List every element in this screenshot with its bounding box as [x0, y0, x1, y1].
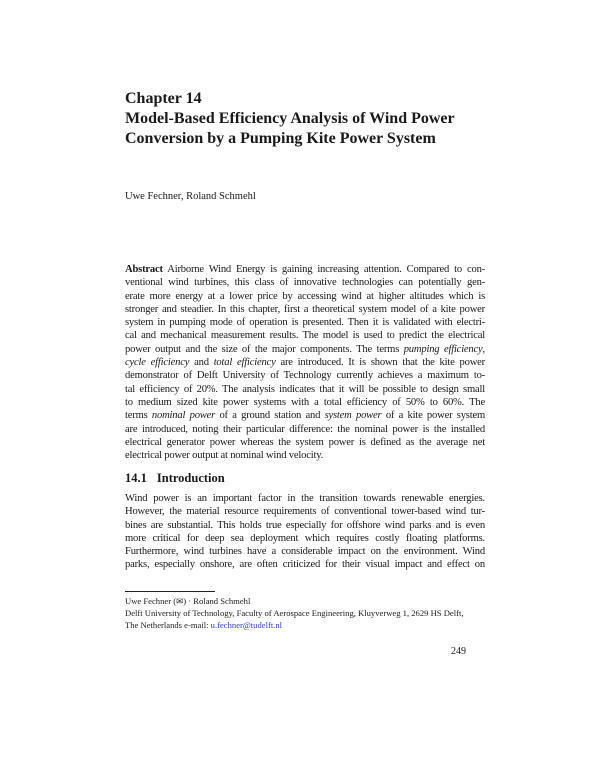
- term: cycle efficiency: [125, 357, 190, 369]
- text: ,: [482, 343, 485, 355]
- abstract-line: are introduced, noting their particular difference: the nominal power is the installed: [125, 423, 485, 435]
- footnote-affiliation: Delft University of Technology, Faculty of Aerospace Engineering, Kluyverweg 1, 2629 HS Delft,: [125, 608, 464, 618]
- body-line: Furthermore, wind turbines have a considerable impact on the environment. Wind: [125, 546, 485, 558]
- abstract-line: [125, 343, 485, 356]
- text: of a kite power system: [381, 410, 486, 422]
- chapter-number: Chapter 14: [125, 90, 202, 107]
- chapter-title: [125, 109, 565, 149]
- text: and: [189, 357, 214, 369]
- body-line: more critical for deep sea deployment which requires costly floating platforms.: [125, 532, 485, 544]
- section-number: 14.1: [125, 471, 147, 485]
- section-heading: [125, 470, 485, 486]
- body-line: parks, especially onshore, are often criticized for their visual impact and effect on: [125, 559, 485, 571]
- title-line: Conversion by a Pumping Kite Power System: [125, 130, 436, 147]
- abstract-line: cal and mechanical measurement results. The model is used to predict the electrical: [125, 330, 485, 342]
- abstract-line: ventional wind turbines, this class of innovative technologies can potentially gen-: [125, 277, 485, 289]
- body-line: However, the material resource requirements of conventional tower-based wind tur-: [125, 506, 485, 518]
- abstract-line: stronger and steadier. In this chapter, first a theoretical system model of a kite power: [125, 303, 485, 315]
- abstract-line: demonstrator of Delft University of Technology currently achieves a maximum to-: [125, 370, 485, 382]
- text: terms: [125, 410, 152, 422]
- footnote-contact: [125, 619, 545, 631]
- intro-paragraph: [125, 492, 485, 572]
- abstract-line: [125, 356, 485, 369]
- authors: Uwe Fechner, Roland Schmehl: [125, 191, 256, 202]
- term: system power: [324, 410, 382, 422]
- page-number: 249: [451, 646, 466, 657]
- abstract-line: erate more energy at a lower price by accessing wind at higher altitudes which is: [125, 290, 485, 302]
- text: power output and the size of the major components. The terms: [125, 343, 404, 355]
- section-title: Introduction: [156, 471, 225, 485]
- body-line: Wind power is an important factor in the transition towards renewable energies.: [125, 493, 485, 504]
- text: The Netherlands e-mail:: [125, 620, 211, 630]
- term: nominal power: [151, 410, 216, 422]
- term: total efficiency: [213, 357, 276, 369]
- abstract: [125, 263, 485, 462]
- abstract-line: [125, 263, 485, 276]
- abstract-line: electrical power output at nominal wind velocity.: [125, 450, 324, 462]
- abstract-line: tal efficiency of 20%. The analysis indicates that it will be possible to design small: [125, 383, 485, 395]
- body-line: bines are substantial. This holds true especially for offshore wind parks and is even: [125, 519, 485, 531]
- footnote: [125, 595, 545, 631]
- text: Airborne Wind Energy is gaining increasing attention. Compared to con-: [162, 264, 485, 275]
- email-link[interactable]: u.fechner@tudelft.nl: [210, 620, 283, 630]
- term: pumping efficiency: [403, 343, 483, 355]
- abstract-line: system in pumping mode of operation is presented. Then it is validated with electri-: [125, 317, 485, 329]
- footnote-authors: Uwe Fechner (✉) · Roland Schmehl: [125, 596, 251, 606]
- abstract-label: Abstract: [125, 264, 163, 275]
- abstract-line: [125, 409, 485, 422]
- abstract-line: to medium sized kite power systems with a total efficiency of 50% to 60%. The: [125, 396, 485, 408]
- title-line: Model-Based Efficiency Analysis of Wind Power: [125, 110, 455, 127]
- text: are introduced. It is shown that the kite power: [275, 357, 486, 369]
- abstract-line: electrical generator power whereas the system power is defined as the average net: [125, 436, 485, 448]
- footnote-divider: [125, 591, 215, 592]
- text: of a ground station and: [215, 410, 325, 422]
